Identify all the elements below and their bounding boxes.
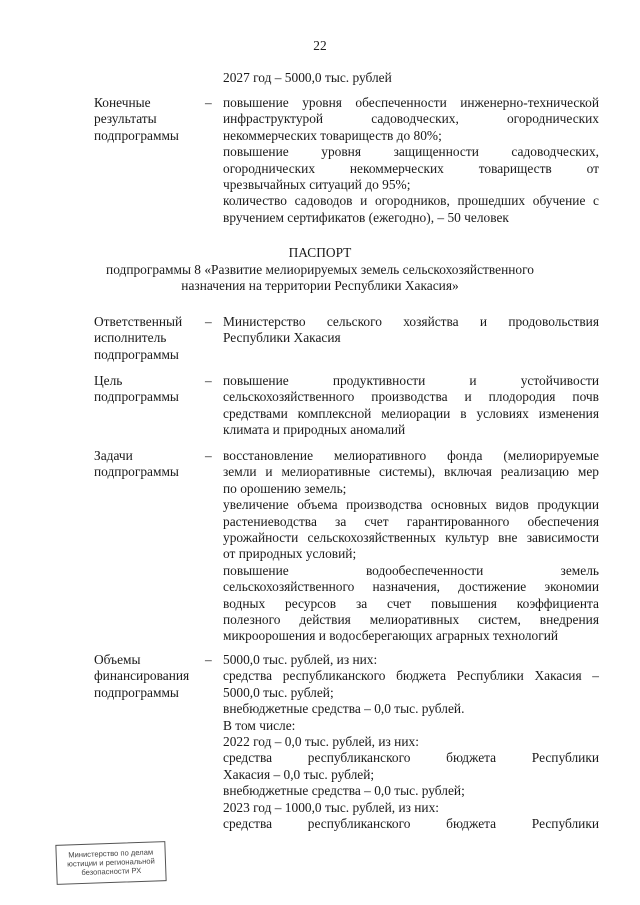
- text-line: 5000,0 тыс. рублей, из них:: [223, 652, 378, 667]
- text-line: полезного действия мелиоративных систем, внедрения: [223, 612, 599, 628]
- text-line: средства республиканского бюджета Республики: [223, 750, 599, 766]
- passport-subtitle: подпрограммы 8 «Развитие мелиорируемых земель сельскохозяйственного назначения на территории Республики Хакасия»: [106, 262, 534, 294]
- final-results-label: Конечные результаты подпрограммы: [94, 95, 179, 143]
- text-line: микроорошения и водосберегающих аграрных технологий: [223, 628, 559, 644]
- text-line: по орошению земель;: [223, 480, 347, 496]
- tasks-label: Задачи подпрограммы: [94, 448, 179, 480]
- funding-label: Объемы финансирования подпрограммы: [94, 652, 190, 700]
- text-line: водных ресурсов за счет повышения коэффициента: [223, 595, 599, 611]
- responsible-label: Ответственный исполнитель подпрограммы: [94, 314, 183, 362]
- text-line: урожайности сельскохозяйственных культур вне зависимости: [223, 530, 599, 546]
- text-line: повышение уровня защищенности садоводческих,: [223, 144, 599, 160]
- text-line: инфраструктурой садоводческих, огороднических: [223, 111, 599, 127]
- text-line: средства республиканского бюджета Республики: [223, 816, 599, 832]
- text-line: повышение продуктивности и устойчивости: [223, 373, 599, 388]
- text-line: внебюджетные средства – 0,0 тыс. рублей;: [223, 783, 465, 799]
- text-line: Республики Хакасия: [223, 330, 341, 346]
- text-line: сельскохозяйственного назначения, достижение экономии: [223, 579, 599, 595]
- text-line: повышение водообеспеченности земель: [223, 562, 599, 578]
- goal-content: [223, 373, 599, 439]
- text-line: средствами комплексной мелиорации в условиях изменения: [223, 405, 599, 421]
- funding-content: [223, 652, 599, 832]
- responsible-content: [223, 314, 599, 347]
- text-line: огороднических некоммерческих товариществ от: [223, 160, 599, 176]
- page-number: 22: [313, 38, 327, 53]
- text-line: повышение уровня обеспеченности инженерно-технической: [223, 95, 599, 110]
- text-line: некоммерческих товариществ до 80%;: [223, 127, 442, 143]
- tasks-content: [223, 448, 599, 645]
- ministry-stamp: Министерство по делам юстиции и региональной безопасности РХ: [55, 841, 166, 885]
- text-line: растениеводства за счет гарантированного обеспечения: [223, 513, 599, 529]
- responsible-dash: –: [205, 314, 212, 329]
- text-line: вручением сертификатов (ежегодно), – 50 человек: [223, 209, 509, 225]
- text-line: чрезвычайных ситуаций до 95%;: [223, 177, 411, 193]
- text-line: средства республиканского бюджета Республики Хакасия –: [223, 668, 599, 684]
- final-results-dash: –: [205, 95, 212, 110]
- goal-dash: –: [205, 373, 212, 388]
- text-line: Хакасия – 0,0 тыс. рублей;: [223, 766, 375, 782]
- text-line: земли и мелиоративные системы), включая реализацию мер: [223, 464, 599, 480]
- goal-label: Цель подпрограммы: [94, 373, 179, 405]
- final-results-content: [223, 95, 599, 226]
- text-line: климата и природных аномалий: [223, 422, 406, 438]
- text-line: количество садоводов и огородников, прошедших обучение с: [223, 193, 599, 209]
- text-line: внебюджетные средства – 0,0 тыс. рублей.: [223, 701, 465, 717]
- text-line: сельскохозяйственного производства и плодородия почв: [223, 389, 599, 405]
- funding-dash: –: [205, 652, 212, 667]
- text-line: 2022 год – 0,0 тыс. рублей, из них:: [223, 734, 419, 750]
- text-line: увеличение объема производства основных видов продукции: [223, 497, 599, 513]
- text-line: от природных условий;: [223, 546, 357, 562]
- funding-2027-line: 2027 год – 5000,0 тыс. рублей: [223, 70, 392, 85]
- text-line: 2023 год – 1000,0 тыс. рублей, из них:: [223, 799, 440, 815]
- text-line: 5000,0 тыс. рублей;: [223, 684, 334, 700]
- passport-title: ПАСПОРТ: [288, 245, 352, 260]
- text-line: восстановление мелиоративного фонда (мелиорируемые: [223, 448, 599, 463]
- text-line: Министерство сельского хозяйства и продовольствия: [223, 314, 599, 329]
- tasks-dash: –: [205, 448, 212, 463]
- text-line: В том числе:: [223, 717, 296, 733]
